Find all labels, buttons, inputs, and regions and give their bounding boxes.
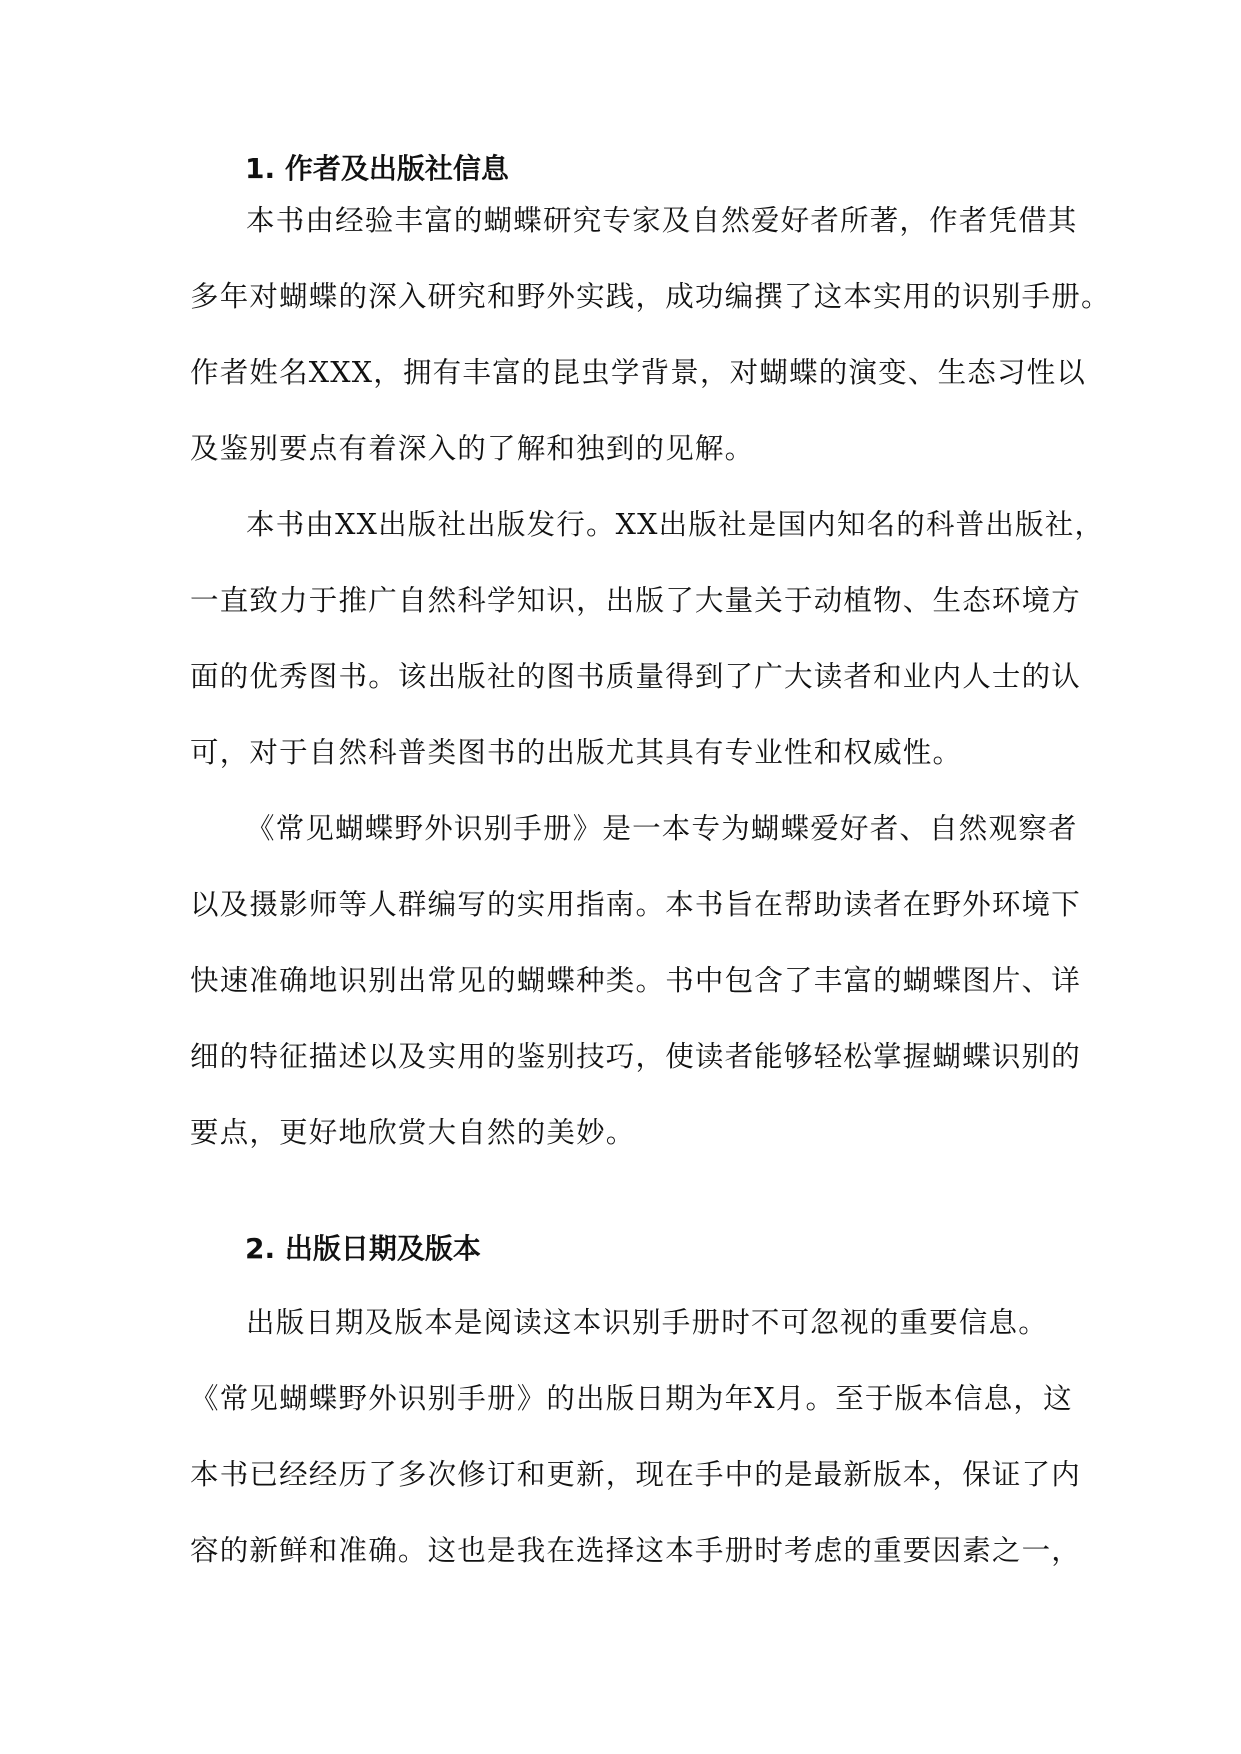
paragraph-4-line-1: 出版日期及版本是阅读这本识别手册时不可忽视的重要信息。	[246, 1306, 1048, 1339]
paragraph-1-line-3: 作者姓名XXX，拥有丰富的昆虫学背景，对蝴蝶的演变、生态习性以	[190, 356, 1087, 389]
section-2-heading: 2. 出版日期及版本	[245, 1232, 481, 1265]
paragraph-3-line-3: 快速准确地识别出常见的蝴蝶种类。书中包含了丰富的蝴蝶图片、详	[190, 964, 1082, 997]
paragraph-4-line-2: 《常见蝴蝶野外识别手册》的出版日期为年X月。至于版本信息，这	[190, 1382, 1073, 1415]
paragraph-1-line-2: 多年对蝴蝶的深入研究和野外实践，成功编撰了这本实用的识别手册。	[190, 280, 1111, 313]
paragraph-1-line-4: 及鉴别要点有着深入的了解和独到的见解。	[190, 432, 755, 465]
paragraph-2-line-1: 本书由XX出版社出版发行。XX出版社是国内知名的科普出版社，	[246, 508, 1105, 541]
paragraph-1-line-1: 本书由经验丰富的蝴蝶研究专家及自然爱好者所著，作者凭借其	[246, 204, 1078, 237]
paragraph-2-line-2: 一直致力于推广自然科学知识，出版了大量关于动植物、生态环境方	[190, 584, 1082, 617]
paragraph-4-line-4: 容的新鲜和准确。这也是我在选择这本手册时考虑的重要因素之一，	[190, 1534, 1082, 1567]
paragraph-2-line-4: 可，对于自然科普类图书的出版尤其具有专业性和权威性。	[190, 736, 963, 769]
section-1-heading: 1. 作者及出版社信息	[245, 152, 509, 185]
paragraph-3-line-5: 要点，更好地欣赏大自然的美妙。	[190, 1116, 636, 1149]
paragraph-3-line-4: 细的特征描述以及实用的鉴别技巧，使读者能够轻松掌握蝴蝶识别的	[190, 1040, 1082, 1073]
paragraph-2-line-3: 面的优秀图书。该出版社的图书质量得到了广大读者和业内人士的认	[190, 660, 1082, 693]
paragraph-3-line-1: 《常见蝴蝶野外识别手册》是一本专为蝴蝶爱好者、自然观察者	[246, 812, 1078, 845]
paragraph-4-line-3: 本书已经经历了多次修订和更新，现在手中的是最新版本，保证了内	[190, 1458, 1082, 1491]
paragraph-3-line-2: 以及摄影师等人群编写的实用指南。本书旨在帮助读者在野外环境下	[190, 888, 1082, 921]
